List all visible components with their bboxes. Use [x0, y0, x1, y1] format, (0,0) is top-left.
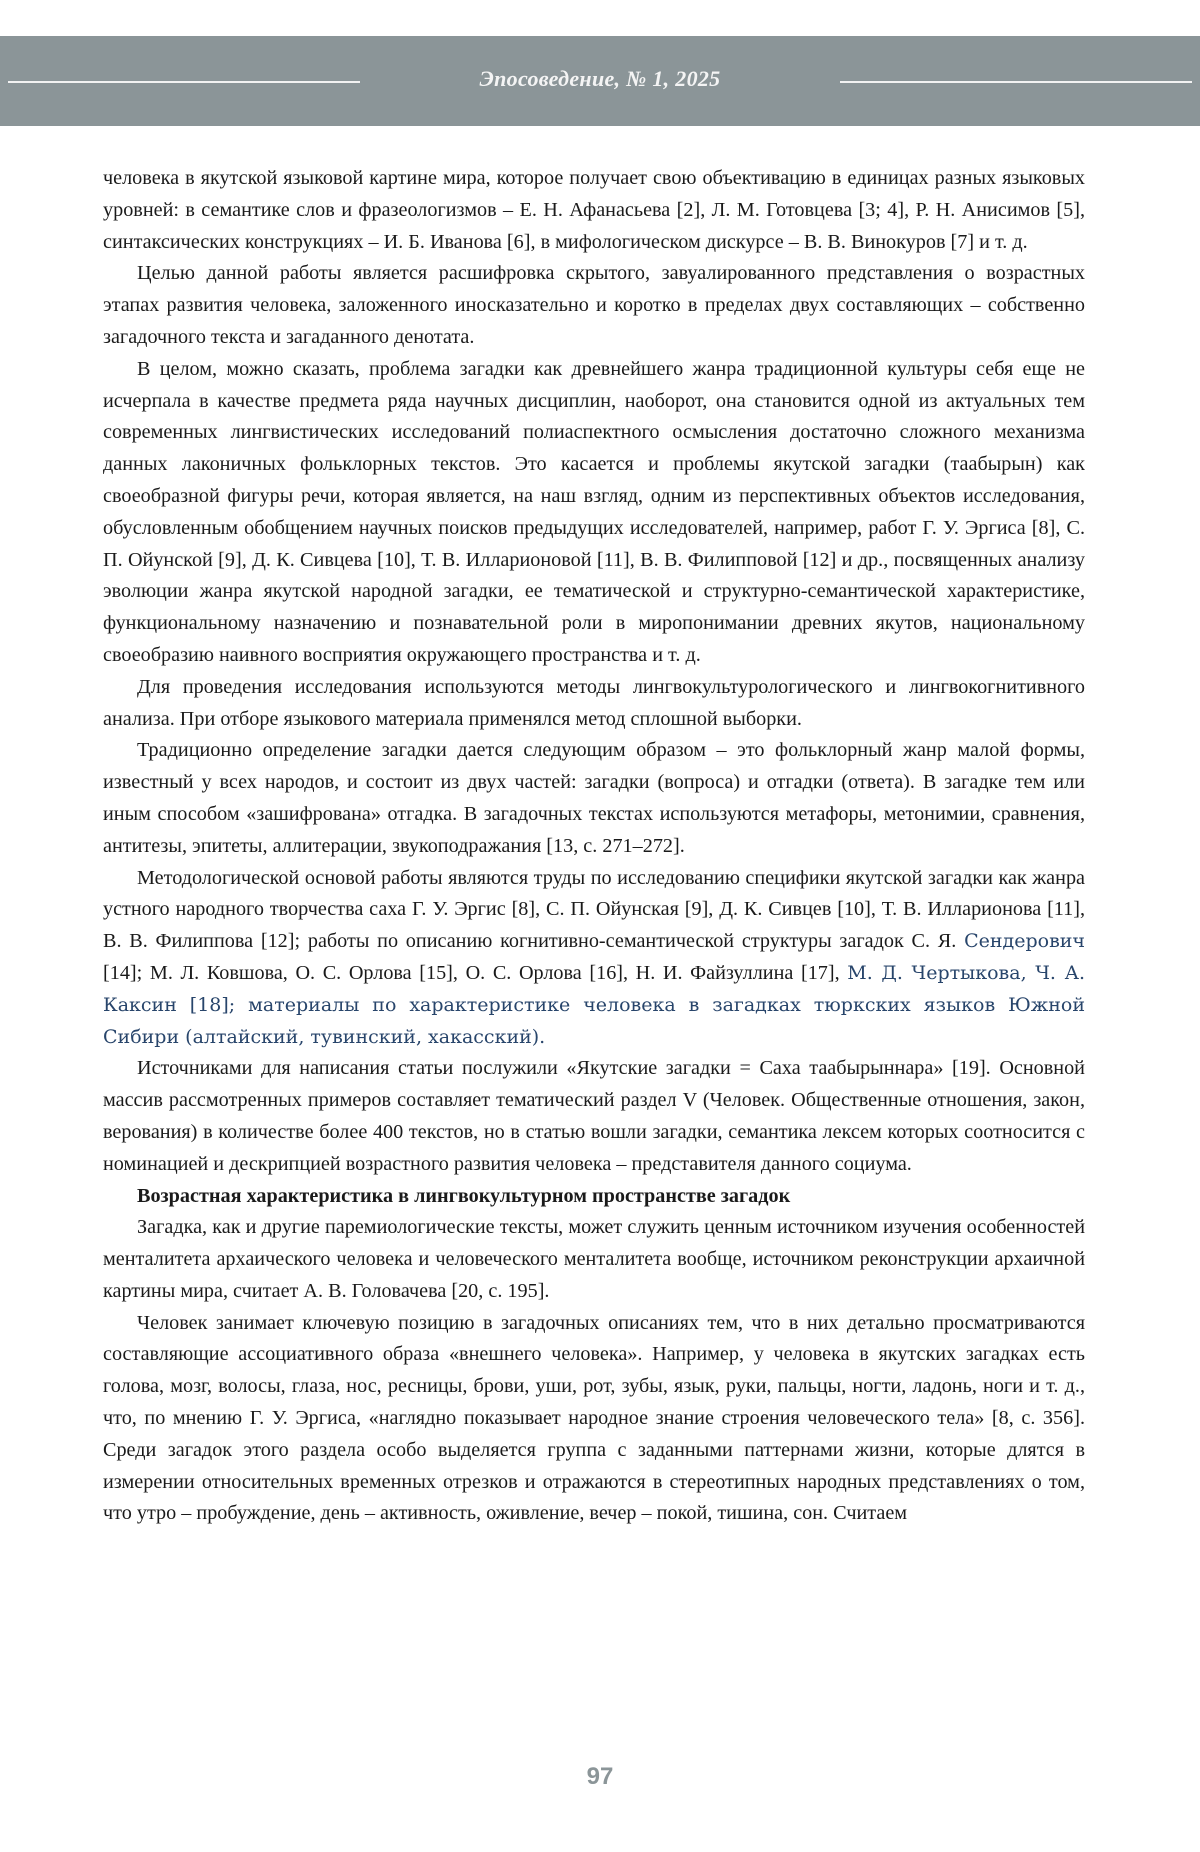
paragraph-6-text-b: [14]; М. Л. Ковшова, О. С. Орлова [15], О. С. Орлова [16], Н. И. Файзуллина [17], — [103, 961, 848, 984]
section-heading: Возрастная характеристика в лингвокультурном пространстве загадок — [137, 1184, 791, 1207]
paragraph-9: Человек занимает ключевую позицию в загадочных описаниях тем, что в них детально просматриваются составляющие ассоциативного образа «внешнего человека». Например, у человека в якутских загадках есть голова, мозг, волосы, глаза, нос, ресницы, брови, уши, рот, зубы, язык, руки, пальцы, ногти, ладонь, ноги и т. д., что, по мнению Г. У. Эргиса, «наглядно показывает народное знание строения человеческого тела» [8, с. 356]. Среди загадок этого раздела особо выделяется группа с заданными паттернами жизни, которые длятся в измерении относительных временных отрезков и отражаются в стереотипных народных представлениях о том, что утро – пробуждение, день – активность, оживление, вечер – покой, тишина, сон. Считаем — [103, 1311, 1085, 1525]
page-number: 97 — [586, 1763, 614, 1790]
paragraph-6-text-a: Методологической основой работы являются труды по исследованию специфики якутской загадки как жанра устного народного творчества саха Г. У. Эргис [8], С. П. Ойунская [9], Д. К. Сивцев [10], Т. В. Илларионова [11], В. В. Филиппова [12]; работы по описанию когнитивно-семантической структуры загадок С. Я. — [103, 866, 1085, 953]
paragraph-6-highlight-b: М. Д. Чертыкова, Ч. А. Каксин [18]; материалы по характеристике человека в загадках тюркских языков Южной Сибири (алтайский, тувинский, хакасский). — [103, 961, 1085, 1048]
paragraph-6 — [103, 863, 1085, 1054]
paragraph-8: Загадка, как и другие паремиологические тексты, может служить ценным источником изучения особенностей менталитета архаического человека и человеческого менталитета вообще, источником реконструкции архаичной картины мира, считает А. В. Головачева [20, с. 195]. — [103, 1216, 1085, 1302]
paragraph-7: Источниками для написания статьи послужили «Якутские загадки = Саха таабырыннара» [19]. Основной массив рассмотренных примеров составляет тематический раздел V (Человек. Общественные отношения, закон, верования) в количестве более 400 текстов, но в статью вошли загадки, семантика лексем которых соотносится с номинацией и дескрипцией возрастного развития человека – представителя данного социума. — [103, 1057, 1085, 1175]
journal-header-bar — [0, 36, 1200, 126]
paragraph-1: человека в якутской языковой картине мира, которое получает свою объективацию в единицах разных языковых уровней: в семантике слов и фразеологизмов – Е. Н. Афанасьева [2], Л. М. Готовцева [3; 4], Р. Н. Анисимов [5], синтаксических конструкциях – И. Б. Иванова [6], в мифологическом дискурсе – В. В. Винокуров [7] и т. д. — [103, 167, 1085, 253]
paragraph-5: Традиционно определение загадки дается следующим образом – это фольклорный жанр малой формы, известный у всех народов, и состоит из двух частей: загадки (вопроса) и отгадки (ответа). В загадке тем или иным способом «зашифрована» отгадка. В загадочных текстах используются метафоры, метонимии, сравнения, антитезы, эпитеты, аллитерации, звукоподражания [13, с. 271–272]. — [103, 739, 1085, 857]
paragraph-4: Для проведения исследования используются методы лингвокультурологического и лингвокогнитивного анализа. При отборе языкового материала применялся метод сплошной выборки. — [103, 675, 1085, 730]
paragraph-2: Целью данной работы является расшифровка скрытого, завуалированного представления о возрастных этапах развития человека, заложенного иносказательно и коротко в пределах двух составляющих – собственно загадочного текста и загаданного денотата. — [103, 262, 1085, 348]
paragraph-6-highlight-a: Сендерович — [964, 930, 1085, 953]
paragraph-3: В целом, можно сказать, проблема загадки как древнейшего жанра традиционной культуры себя еще не исчерпала в качестве предмета ряда научных дисциплин, наоборот, она становится одной из актуальных тем современных лингвистических исследований полиаспектного осмысления достаточно сложного механизма данных лаконичных фольклорных текстов. Это касается и проблемы якутской загадки (таабырын) как своеобразной фигуры речи, которая является, на наш взгляд, одним из перспективных объектов исследования, обусловленным обобщением научных поисков предыдущих исследователей, например, работ Г. У. Эргиса [8], С. П. Ойунской [9], Д. К. Сивцева [10], Т. В. Илларионовой [11], В. В. Филипповой [12] и др., посвященных анализу эволюции жанра якутской народной загадки, ее тематической и структурно-семантической характеристике, функциональному назначению и познавательной роли в миропонимании древних якутов, национальному своеобразию наивного восприятия окружающего пространства и т. д. — [103, 357, 1085, 666]
journal-title: Эпосоведение, № 1, 2025 — [479, 66, 721, 91]
header-rule-right — [840, 81, 1192, 83]
article-body — [103, 163, 1085, 1530]
